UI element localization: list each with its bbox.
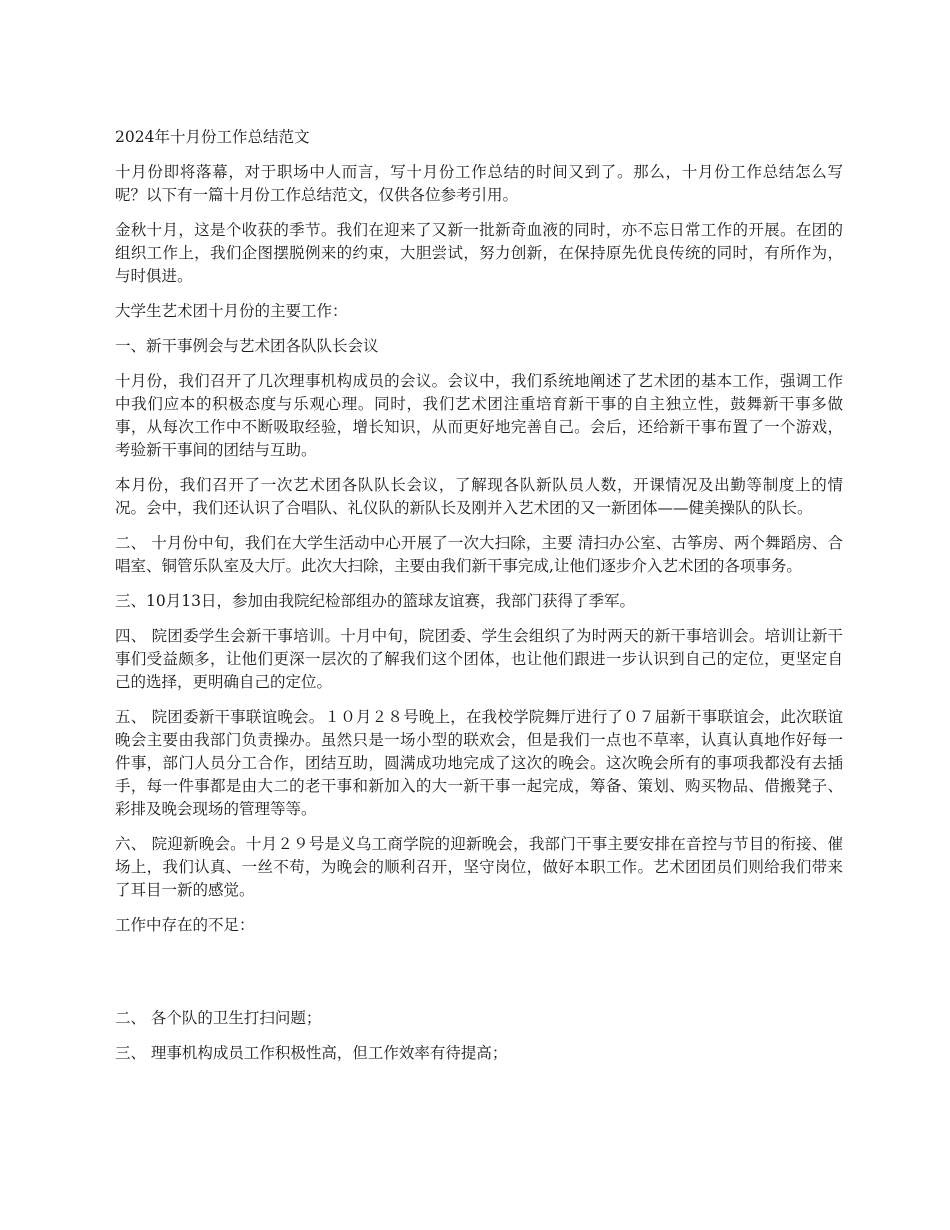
paragraph-team-leaders: 本月份，我们召开了一次艺术团各队队长会议，了解现各队新队员人数，开课情况及出勤等制度上的情况。会中，我们还认识了合唱队、礼仪队的新队长及刚并入艺术团的又一新团体——健美操队的队长。 — [115, 476, 843, 517]
paragraph-meetings: 十月份，我们召开了几次理事机构成员的会议。会议中，我们系统地阐述了艺术团的基本工作，强调工作中我们应本的积极态度与乐观心理。同时，我们艺术团注重培育新干事的自主独立性，鼓舞新干事多做事，从每次工作中不断吸取经验，增长知识，从而更好地完善自己。会后，还给新干事布置了一个游戏，考验新干事间的团结与互助。 — [115, 372, 843, 459]
paragraph-section-6-welcome: 六、 院迎新晚会。十月２９号是义乌工商学院的迎新晚会，我部门干事主要安排在音控与节目的衔接、催场上，我们认真、一丝不苟，为晚会的顺利召开，坚守岗位，做好本职工作。艺术团团员们则给我们带来了耳目一新的感觉。 — [115, 835, 843, 899]
paragraph-section-2-cleaning: 二、 十月份中旬，我们在大学生活动中心开展了一次大扫除，主要 清扫办公室、古筝房、两个舞蹈房、合唱室、铜管乐队室及大厅。此次大扫除，主要由我们新干事完成,让他们逐步介入艺术团的各项事务。 — [115, 534, 843, 575]
paragraph-shortcoming-2: 二、 各个队的卫生打扫问题； — [115, 1009, 322, 1027]
paragraph-shortcoming-3: 三、 理事机构成员工作积极性高，但工作效率有待提高； — [115, 1044, 508, 1062]
paragraph-section-1-heading: 一、新干事例会与艺术团各队队长会议 — [115, 337, 379, 355]
document-body — [115, 126, 843, 1077]
paragraph-shortcomings-heading: 工作中存在的不足： — [115, 916, 255, 934]
paragraph-section-3-basketball: 三、10月13日，参加由我院纪检部组办的篮球友谊赛，我部门获得了季军。 — [115, 592, 635, 610]
document-title: 2024年十月份工作总结范文 — [115, 128, 310, 146]
paragraph-main-work-heading: 大学生艺术团十月份的主要工作： — [115, 302, 348, 320]
paragraph-section-5-party: 五、 院团委新干事联谊晚会。１０月２８号晚上，在我校学院舞厅进行了０７届新干事联谊会，此次联谊晚会主要由我部门负责操办。虽然只是一场小型的联欢会，但是我们一点也不草率，认真认真地作好每一件事，部门人员分工合作，团结互助，圆满成功地完成了这次的晚会。这次晚会所有的事项我都没有去插手，每一件事都是由大二的老干事和新加入的大一新干事一起完成，筹备、策划、购买物品、借搬凳子、彩排及晚会现场的管理等等。 — [115, 708, 843, 818]
paragraph-section-4-training: 四、 院团委学生会新干事培训。十月中旬，院团委、学生会组织了为时两天的新干事培训会。培训让新干事们受益颇多，让他们更深一层次的了解我们这个团体，也让他们跟进一步认识到自己的定位，更坚定自己的选择，更明确自己的定位。 — [115, 627, 843, 691]
paragraph-intro: 十月份即将落幕，对于职场中人而言，写十月份工作总结的时间又到了。那么，十月份工作总结怎么写呢？以下有一篇十月份工作总结范文，仅供各位参考引用。 — [115, 163, 843, 204]
blank-gap — [115, 949, 843, 1007]
paragraph-autumn: 金秋十月，这是个收获的季节。我们在迎来了又新一批新奇血液的同时，亦不忘日常工作的开展。在团的组织工作上，我们企图摆脱例来的约束，大胆尝试，努力创新，在保持原先优良传统的同时，有所作为，与时俱进。 — [115, 221, 843, 285]
